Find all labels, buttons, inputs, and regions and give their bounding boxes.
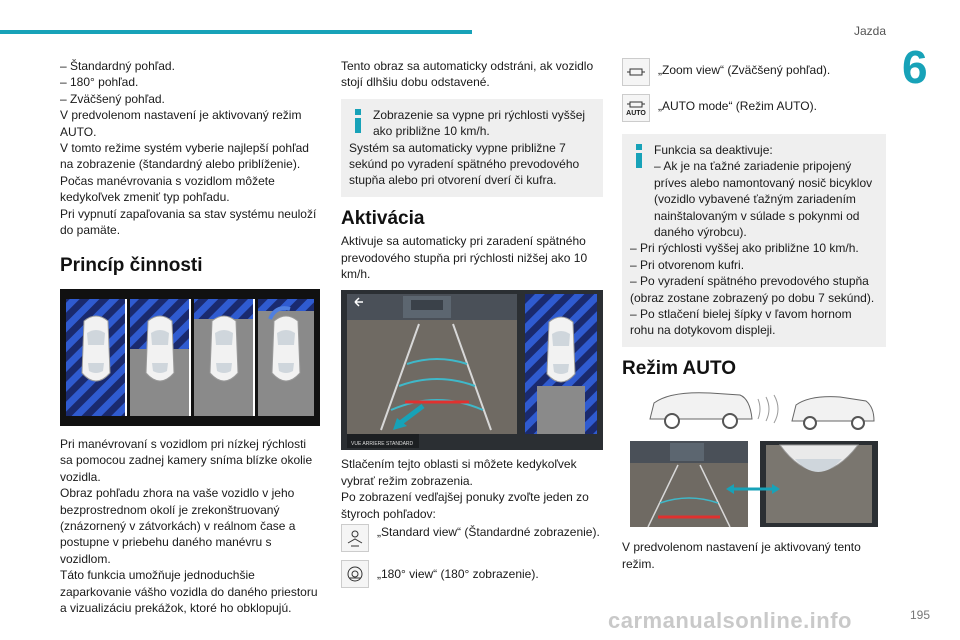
auto-icon-label: AUTO — [626, 110, 646, 117]
info-text: Zobrazenie sa vypne pri rýchlosti vyššej ako približne 10 km/h. — [373, 107, 586, 139]
paragraph: Tento obraz sa automaticky odstráni, ak vozidlo stojí dlhšiu dobu odstavené. — [341, 59, 594, 90]
paragraph: V predvolenom nastavení je aktivovaný tento režim. — [622, 540, 861, 571]
info-icon — [631, 144, 647, 168]
info-item: – Pri otvorenom kufri. — [630, 257, 745, 272]
option-standard-view — [341, 524, 603, 552]
paragraph: Pri manévrovaní s vozidlom pri nízkej rýchlosti sa pomocou zadnej kamery sníma blízke okolie vozidla. — [60, 436, 313, 484]
paragraph: Aktivuje sa automaticky pri zaradení spätného prevodového stupňa pri rýchlosti nižšej ako 10 km/h. — [341, 234, 588, 282]
option-zoom-view — [622, 58, 886, 86]
info-item: – Po stlačení bielej šípky v ľavom hornom rohu na dotykovom displeji. — [630, 307, 852, 338]
watermark: carmanualsonline.info — [608, 608, 852, 633]
list-item: – 180° pohľad. — [60, 75, 139, 90]
heading-principle: Princíp činnosti — [60, 255, 203, 277]
zoom-view-icon — [622, 58, 650, 86]
option-180-view — [341, 560, 603, 588]
paragraph: Po zobrazení vedľajšej ponuky zvoľte jeden zo štyroch pohľadov: — [341, 490, 589, 521]
header-accent-bar — [0, 30, 472, 34]
standard-view-icon — [341, 524, 369, 552]
paragraph: Táto funkcia umožňuje jednoduchšie zaparkovanie vášho vozidla do daného priestoru a vizualizáciu prekážok, ktoré ho obklopujú. — [60, 568, 318, 615]
paragraph: V tomto režime systém vyberie najlepší pohľad na zobrazenie (štandardný alebo priblíženie). — [60, 141, 309, 172]
info-item: – Po vyradení spätného prevodového stupňa (obraz zostane zobrazený po dobu 7 sekúnd). — [630, 274, 875, 305]
paragraph: V predvolenom nastavení je aktivovaný režim AUTO. — [60, 108, 302, 139]
paragraph: Stlačením tejto oblasti si môžete kedykoľvek vybrať režim zobrazenia. — [341, 457, 577, 488]
option-label: „Standard view“ (Štandardné zobrazenie). — [377, 525, 600, 540]
heading-activation: Aktivácia — [341, 207, 425, 229]
info-text: Systém sa automaticky vypne približne 7 sekúnd po vyradení spätného prevodového stupňa alebo pri otvorení dverí či kufra. — [349, 140, 580, 188]
option-label: „Zoom view“ (Zväčšený pohľad). — [658, 63, 831, 77]
paragraph: Pri vypnutí zapaľovania sa stav systému neuloží do pamäte. — [60, 206, 317, 238]
info-title: Funkcia sa deaktivuje: — [654, 143, 773, 157]
list-item: – Štandardný pohľad. — [60, 59, 175, 73]
paragraph: Obraz pohľadu zhora na vaše vozidlo v jeho bezprostrednom okolí je zrekonštruovaný (znázornený v zátvorkách) v reálnom čase a postupne v priebehu daného manévru s vozidlom. — [60, 486, 296, 566]
auto-mode-screens — [630, 441, 878, 527]
list-item: – Zväčšený pohľad. — [60, 91, 165, 106]
chapter-number: 6 — [902, 41, 928, 93]
auto-mode-car-illustration — [630, 385, 880, 431]
info-item: – Pri rýchlosti vyššej ako približne 10 km/h. — [630, 241, 859, 256]
column-2 — [341, 58, 603, 588]
option-label: „AUTO mode“ (Režim AUTO). — [658, 99, 817, 113]
column-3 — [622, 58, 886, 572]
paragraph: Počas manévrovania s vozidlom môžete kedykoľvek zmeniť typ pohľadu. — [60, 173, 275, 205]
column-1 — [60, 58, 322, 616]
info-box — [341, 99, 603, 197]
auto-mode-icon — [622, 94, 650, 122]
view-mode-label[interactable]: VUE ARRIERE STANDARD — [351, 441, 414, 448]
info-item: – Ak je na ťažné zariadenie pripojený príves alebo namontovaný nosič bicyklov (vozidlo vybavené ťažným zariadením nainštalovaným v súlade s pokynmi od daného výrobcu). — [654, 159, 873, 240]
page-number: 195 — [909, 608, 930, 622]
heading-auto-mode: Režim AUTO — [622, 357, 737, 379]
option-label: „180° view“ (180° zobrazenie). — [377, 567, 539, 582]
section-title: Jazda — [853, 24, 886, 38]
deactivation-info-box — [622, 134, 886, 347]
camera-screen — [341, 290, 603, 450]
topview-illustration — [60, 289, 320, 426]
info-icon — [350, 109, 366, 133]
180-view-icon — [341, 560, 369, 588]
option-auto-mode — [622, 94, 886, 122]
